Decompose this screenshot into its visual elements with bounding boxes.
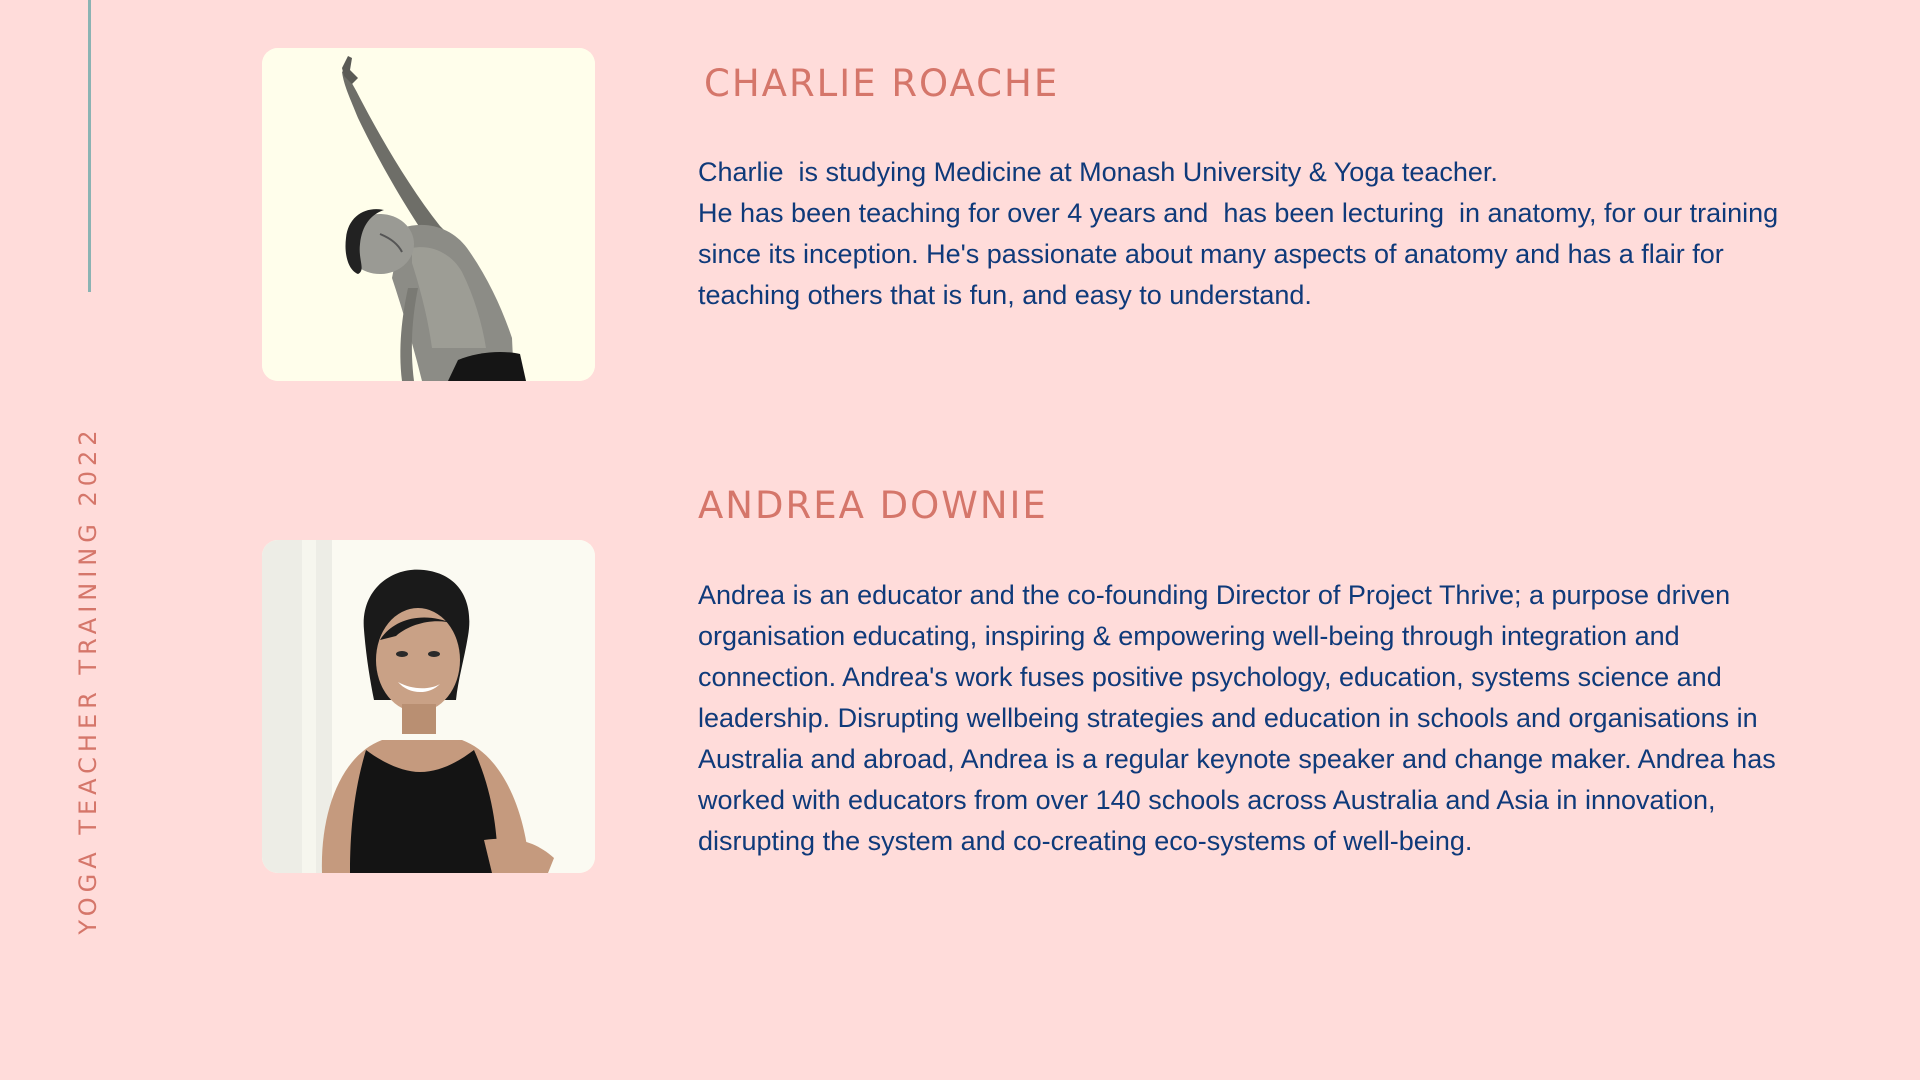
bio-line: Andrea is an educator and the co-founding Director of Project Thrive; a purpose driven organisation educating, inspiring & empowering well-being through integration and connection. Andrea's work fuses positive psychology, education, systems science and leadership. Disrupting wellbeing strategies and education in schools and organisations in Australia and abroad, Andrea is a regular keynote speaker and change maker. Andrea has worked with educators from over 140 schools across Australia and Asia in innovation, disrupting the system and co-creating eco-systems of well-being. [698,580,1784,856]
andrea-downie-photo [262,540,595,873]
charlie-roache-photo [262,48,595,381]
bio-line: He has been teaching for over 4 years and has been lecturing in anatomy, for our training since its inception. He's passionate about many aspects of anatomy and has a flair for teaching others that is fun, and easy to understand. [698,198,1786,310]
profile-name: CHARLIE ROACHE [704,62,1060,105]
bio-line: Charlie is studying Medicine at Monash University & Yoga teacher. [698,157,1498,187]
profile-name: ANDREA DOWNIE [698,484,1048,527]
profile-bio [698,152,1808,316]
profile-bio [698,575,1808,862]
andrea-portrait-illustration [262,540,595,873]
vertical-divider [88,0,91,292]
side-title: YOGA TEACHER TRAINING 2022 [74,425,102,935]
charlie-yoga-pose-illustration [262,48,595,381]
